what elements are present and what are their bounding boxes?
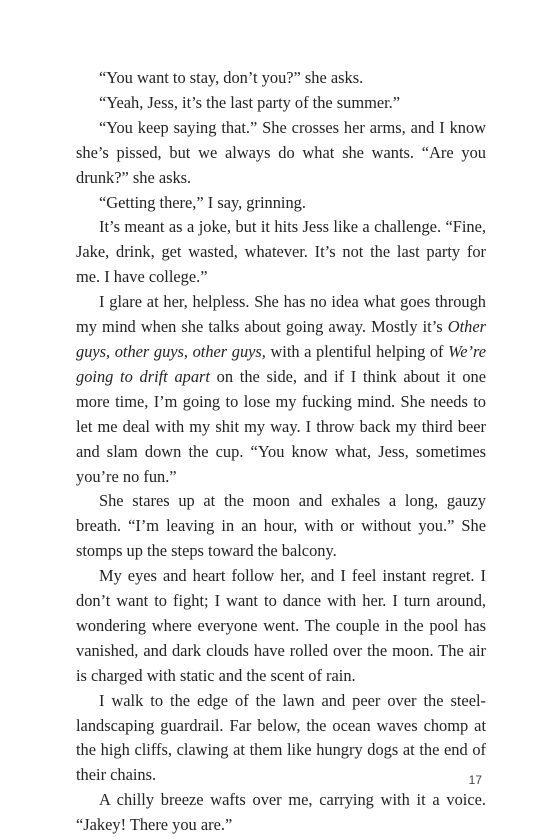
page-number: 17 [468,773,482,787]
paragraph [76,290,486,489]
paragraph [76,788,486,838]
paragraph [76,215,486,290]
text-run: “Getting there,” I say, grinning. [99,192,306,212]
paragraph [76,564,486,689]
paragraph [76,191,486,216]
paragraph [76,66,486,91]
paragraph [76,689,486,789]
text-run: “You want to stay, don’t you?” she asks. [99,68,364,87]
text-run: I glare at her, helpless. She has no idea what goes through my mind when she talks about going away. Mostly it’s [76,292,486,337]
text-run: It’s meant as a joke, but it hits Jess like a challenge. “Fine, Jake, drink, get wasted, whatever. It’s not the last party for me. I have college.” [76,217,486,287]
paragraph [76,91,486,116]
paragraph [76,116,486,191]
text-run: My eyes and heart follow her, and I feel instant regret. I don’t want to fight; I want to dance with her. I turn around, wondering where everyone went. The couple in the pool has vanished, and dark clouds have rolled over the moon. The air is charged with static and the scent of rain. [76,566,486,685]
italic-text: Other guys, other guys, other guys, [76,317,486,361]
text-run: She stares up at the moon and exhales a long, gauzy breath. “I’m leaving in an hour, with or without you.” She stomps up the steps toward the balcony. [76,491,486,561]
text-run: A chilly breeze wafts over me, carrying with it a voice. “Jakey! There you are.” [76,790,486,835]
text-run: “You keep saying that.” She crosses her arms, and I know she’s pissed, but we always do what she wants. “Are you drunk?” she asks. [76,117,486,187]
text-run: “Yeah, Jess, it’s the last party of the summer.” [99,92,401,112]
text-run: on the side, and if I think about it one more time, I’m going to lose my fucking mind. She needs to let me deal with my shit my way. I throw back my third beer and slam down the cup. “You know what, Jess, sometimes you’re no fun.” [76,366,486,486]
text-run: with a plentiful helping of [265,341,449,361]
paragraph [76,489,486,564]
italic-text: We’re going to drift apart [76,341,486,386]
body-text [76,66,486,838]
text-run: I walk to the edge of the lawn and peer over the steel-landscaping guardrail. Far below, the ocean waves chomp at the high cliffs, clawing at them like hungry dogs at the end of their chains. [76,690,486,785]
